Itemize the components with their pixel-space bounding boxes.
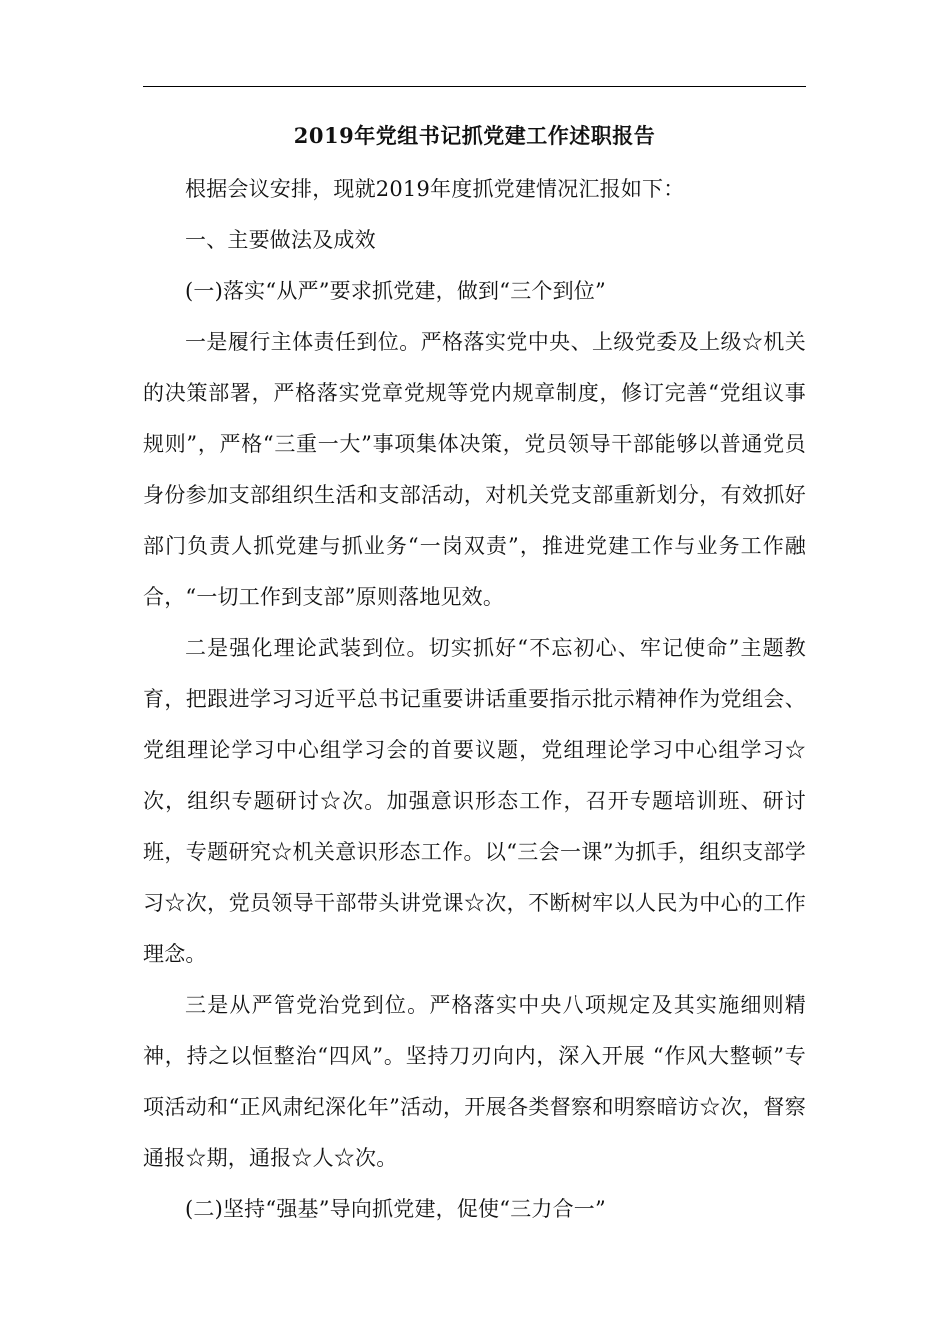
body-paragraph-3: 三是从严管党治党到位。严格落实中央八项规定及其实施细则精神，持之以恒整治“四风”。坚持刀刃向内，深入开展 “作风大整顿”专项活动和“正风肃纪深化年”活动，开展各类督察和明察暗访☆次，督察通报☆期，通报☆人☆次。 [143,993,806,1170]
subsection-heading-2: (二)坚持“强基”导向抓党建，促使“三力合一” [185,1197,606,1221]
intro-paragraph: 根据会议安排，现就2019年度抓党建情况汇报如下： [185,177,685,201]
document-body [143,164,806,1235]
body-paragraph-1: 一是履行主体责任到位。严格落实党中央、上级党委及上级☆机关的决策部署，严格落实党章党规等党内规章制度，修订完善“党组议事规则”，严格“三重一大”事项集体决策，党员领导干部能够以普通党员身份参加支部组织生活和支部活动，对机关党支部重新划分，有效抓好部门负责人抓党建与抓业务“一岗双责”，推进党建工作与业务工作融合，“一切工作到支部”原则落地见效。 [143,330,806,609]
section-heading-1: 一、主要做法及成效 [185,228,376,252]
document-title: 2019年党组书记抓党建工作述职报告 [293,123,656,148]
header-rule [143,86,806,87]
body-paragraph-2: 二是强化理论武装到位。切实抓好“不忘初心、牢记使命”主题教育，把跟进学习习近平总书记重要讲话重要指示批示精神作为党组会、党组理论学习中心组学习会的首要议题，党组理论学习中心组学习☆次，组织专题研讨☆次。加强意识形态工作，召开专题培训班、研讨班，专题研究☆机关意识形态工作。以“三会一课”为抓手，组织支部学习☆次，党员领导干部带头讲党课☆次，不断树牢以人民为中心的工作理念。 [143,636,806,966]
subsection-heading-1: (一)落实“从严”要求抓党建，做到“三个到位” [185,279,606,303]
